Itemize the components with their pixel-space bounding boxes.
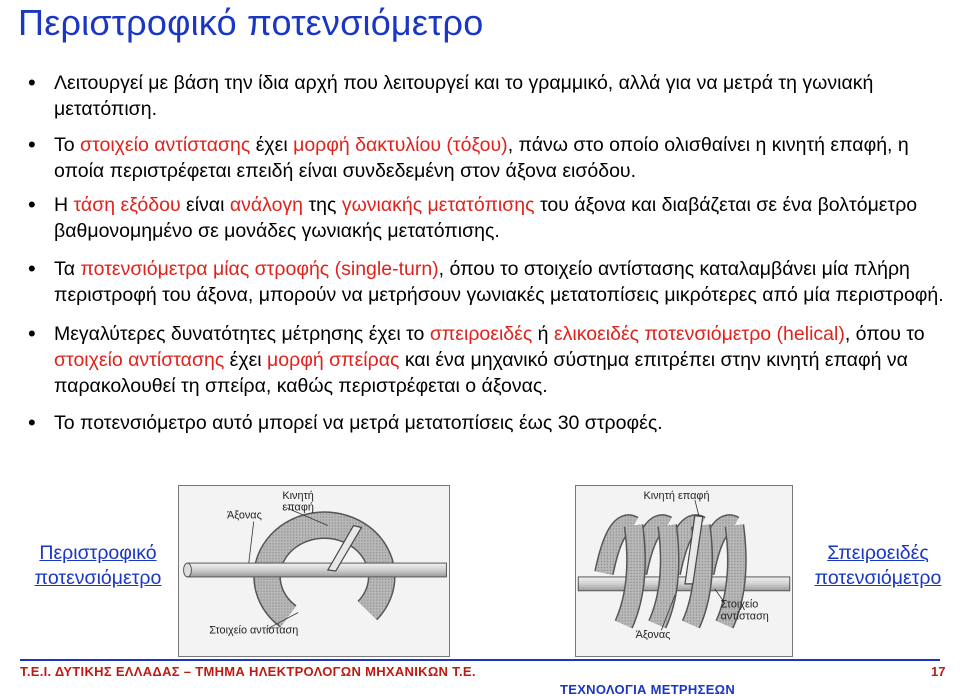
label-contact-2: επαφή xyxy=(282,501,314,514)
shaft xyxy=(578,577,790,591)
caption-helical-potentiometer[interactable]: Σπειροειδές ποτενσιόμετρο xyxy=(814,542,942,589)
highlighted-term: γωνιακής μετατόπισης xyxy=(341,194,535,216)
bullet-text: του άξονα και διαβάζεται σε ένα βολτόμετρο βαθμονομημένο σε μονάδες γωνιακής μετατόπισης. xyxy=(54,194,918,242)
footer-institution: Τ.Ε.Ι. ΔΥΤΙΚΗΣ ΕΛΛΑΔΑΣ – ΤΜΗΜΑ ΗΛΕΚΤΡΟΛΟΓΩΝ ΜΗΧΑΝΙΚΩΝ Τ.Ε. xyxy=(20,664,476,679)
bullet-text: έχει xyxy=(224,349,268,371)
highlighted-term: μορφή σπείρας xyxy=(267,349,400,371)
highlighted-term: ελικοειδές ποτενσιόμετρο (helical) xyxy=(553,323,845,345)
rotary-potentiometer-drawing xyxy=(179,486,449,656)
bullet-text: Το xyxy=(54,134,81,156)
helical-potentiometer-drawing xyxy=(576,486,792,656)
bullet-item xyxy=(30,321,950,399)
bullet-text: , πάνω στο οποίο ολισθαίνει η κινητή επαφή, η οποία περιστρέφεται επειδή είναι συνδεδεμένη στον άξονα εισόδου. xyxy=(54,134,909,182)
highlighted-term: στοιχείο αντίστασης xyxy=(80,134,251,156)
footer-divider xyxy=(20,659,940,661)
bullet-text: Λειτουργεί με βάση την ίδια αρχή που λειτουργεί και το γραμμικό, αλλά για να μετρά τη γωνιακή μετατόπιση. xyxy=(54,72,874,120)
bullet-text: είναι xyxy=(180,194,230,216)
highlighted-term: στοιχείο αντίστασης xyxy=(54,349,225,371)
bullet-text: ή xyxy=(532,323,554,345)
highlighted-term: ποτενσιόμετρα μίας στροφής (single-turn) xyxy=(80,258,439,280)
bullet-list xyxy=(30,70,950,436)
bullet-text: , όπου το στοιχείο αντίστασης καταλαμβάνει μία πλήρη περιστροφή του άξονα, μπορούν να μετρήσουν γωνιακές μετατοπίσεις μικρότερες από μία περιστροφή. xyxy=(54,258,944,306)
highlighted-term: τάση εξόδου xyxy=(73,194,181,216)
page-number: 17 xyxy=(931,664,946,679)
bullet-item xyxy=(30,410,950,436)
rotary-potentiometer-figure xyxy=(178,485,450,657)
highlighted-term: ανάλογη xyxy=(229,194,304,216)
bullet-text: Μεγαλύτερες δυνατότητες μέτρησης έχει το xyxy=(54,323,430,345)
label-axis: Άξονας xyxy=(635,629,671,642)
label-element: Στοιχείο αντίσταση xyxy=(209,624,299,637)
bullet-item xyxy=(30,132,950,184)
bullet-text: και ένα μηχανικό σύστημα επιτρέπει στην κινητή επαφή να παρακολουθεί τη σπείρα, καθώς περιστρέφεται ο άξονας. xyxy=(54,349,908,397)
label-contact: Κινητή επαφή xyxy=(643,489,710,502)
footer-course: ΤΕΧΝΟΛΟΓΙΑ ΜΕΤΡΗΣΕΩΝ xyxy=(560,682,736,696)
bullet-text: Το ποτενσιόμετρο αυτό μπορεί να μετρά μετατοπίσεις έως 30 στροφές. xyxy=(54,412,663,434)
bullet-text: , όπου το xyxy=(844,323,925,345)
bullet-text: Τα xyxy=(54,258,81,280)
bullet-item xyxy=(30,70,950,122)
highlighted-term: σπειροειδές xyxy=(429,323,533,345)
label-contact-1: Κινητή xyxy=(282,489,314,502)
bullet-text: της xyxy=(303,194,342,216)
bullet-text: Η xyxy=(54,194,74,216)
bullet-item xyxy=(30,256,950,308)
label-element-1: Στοιχείο xyxy=(720,598,759,611)
label-axis: Άξονας xyxy=(227,509,262,522)
highlighted-term: μορφή δακτυλίου (τόξου) xyxy=(293,134,508,156)
caption-rotary-potentiometer[interactable]: Περιστροφικό ποτενσιόμετρο xyxy=(34,542,162,589)
slide-title: Περιστροφικό ποτενσιόμετρο xyxy=(18,2,484,43)
bullet-text: έχει xyxy=(250,134,294,156)
helical-potentiometer-figure xyxy=(575,485,793,657)
shaft xyxy=(187,563,446,577)
bullet-item xyxy=(30,192,950,244)
label-element-2: αντίσταση xyxy=(720,610,769,623)
